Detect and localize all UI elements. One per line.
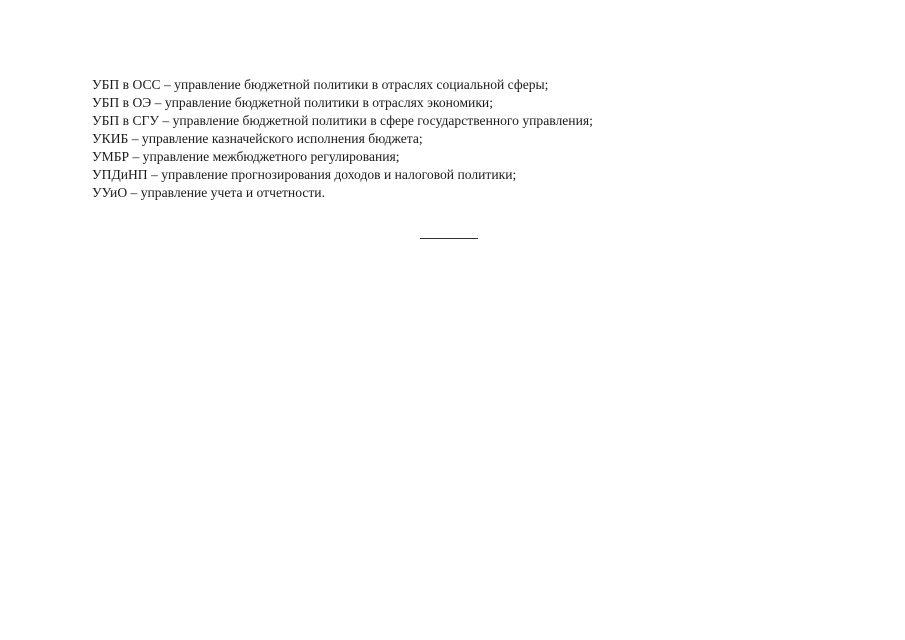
end-of-document-rule (420, 238, 478, 239)
abbreviation-line-updinp: УПДиНП – управление прогнозирования доходов и налоговой политики; (92, 167, 517, 182)
abbreviation-list (92, 76, 593, 202)
abbreviation-line-umbr: УМБР – управление межбюджетного регулирования; (92, 149, 400, 164)
abbreviation-line-ubp-sgu: УБП в СГУ – управление бюджетной политики в сфере государственного управления; (92, 113, 593, 128)
abbreviation-line-uvp-oss: УБП в ОСС – управление бюджетной политики в отраслях социальной сферы; (92, 77, 549, 92)
abbreviation-line-uuio: УУиО – управление учета и отчетности. (92, 185, 325, 200)
abbreviation-line-ubp-oe: УБП в ОЭ – управление бюджетной политики в отраслях экономики; (92, 95, 493, 110)
abbreviation-line-ukib: УКИБ – управление казначейского исполнения бюджета; (92, 131, 423, 146)
